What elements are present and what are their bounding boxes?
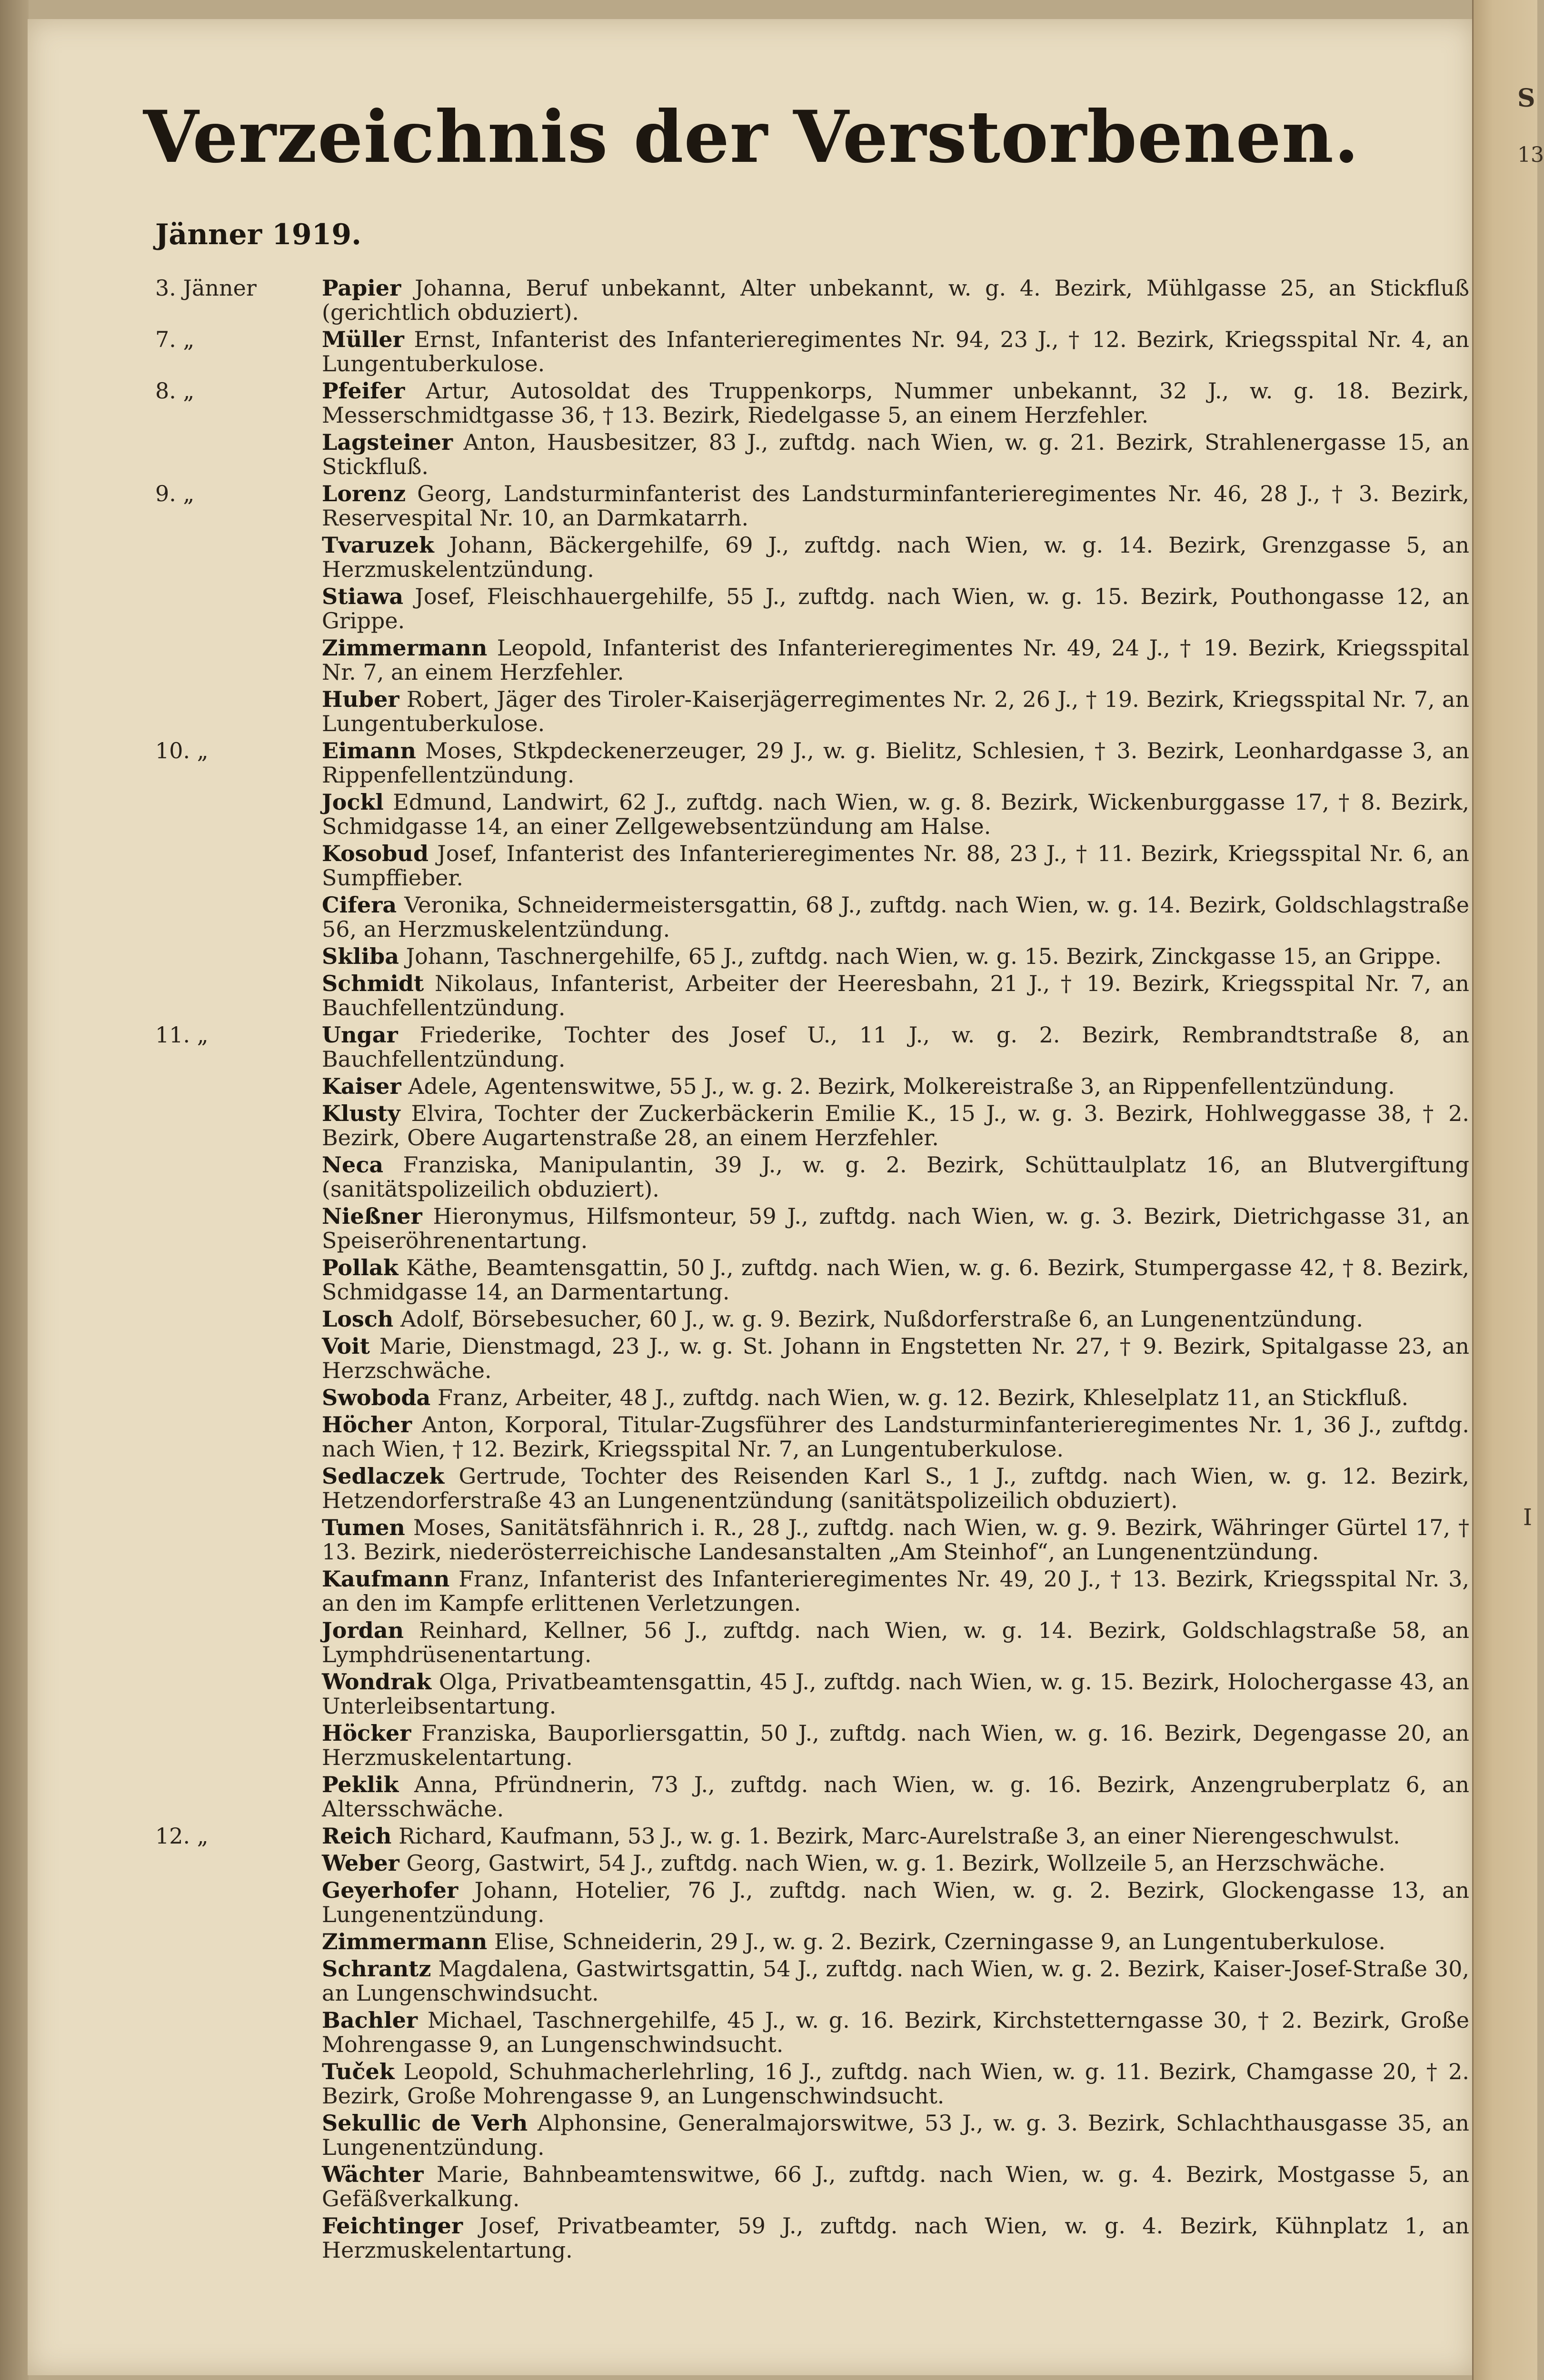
deceased-surname: Wächter — [322, 2162, 424, 2187]
register-entry — [155, 1413, 1469, 1461]
entry-details: Johann, Bäckergehilfe, 69 J., zuftdg. nach Wien, w. g. 14. Bezirk, Grenzgasse 5, an Herzmuskelentzündung. — [322, 532, 1470, 582]
entry-text — [322, 430, 1469, 479]
entry-text — [322, 1074, 1469, 1099]
entry-details: Elise, Schneiderin, 29 J., w. g. 2. Bezirk, Czerningasse 9, an Lungentuberkulose. — [494, 1929, 1385, 1954]
register-entry — [155, 1204, 1469, 1253]
entry-details: Artur, Autosoldat des Truppenkorps, Nummer unbekannt, 32 J., w. g. 18. Bezirk, Messerschmidtgasse 36, † 13. Bezirk, Riedelgasse 5, an einem Herzfehler. — [322, 378, 1469, 428]
deceased-surname: Höcher — [322, 1412, 412, 1438]
deceased-surname: Schmidt — [322, 971, 424, 996]
register-entry — [155, 533, 1469, 582]
entry-text — [322, 379, 1469, 427]
entry-text — [322, 276, 1469, 325]
register-entry — [155, 482, 1469, 530]
register-entry — [155, 379, 1469, 427]
deceased-surname: Wondrak — [322, 1669, 432, 1695]
deceased-surname: Tumen — [322, 1515, 405, 1540]
deceased-surname: Feichtinger — [322, 2213, 463, 2239]
deceased-surname: Peklik — [322, 1772, 399, 1797]
entry-text — [322, 1618, 1469, 1667]
entry-details: Anna, Pfründnerin, 73 J., zuftdg. nach Wien, w. g. 16. Bezirk, Anzengruberplatz 6, an Altersschwäche. — [322, 1772, 1470, 1822]
deceased-surname: Höcker — [322, 1720, 411, 1746]
entry-text — [322, 1386, 1469, 1410]
deceased-surname: Huber — [322, 686, 399, 712]
register-entry — [155, 2162, 1469, 2211]
deceased-surname: Losch — [322, 1306, 394, 1332]
entry-text — [322, 2008, 1469, 2057]
deceased-surname: Reich — [322, 1823, 392, 1849]
entry-details: Richard, Kaufmann, 53 J., w. g. 1. Bezirk, Marc-Aurelstraße 3, an einer Nierengeschwulst. — [398, 1823, 1400, 1849]
entry-text — [322, 739, 1469, 787]
register-entry — [155, 2111, 1469, 2160]
register-entry — [155, 687, 1469, 736]
entry-details: Marie, Bahnbeamtenswitwe, 66 J., zuftdg. nach Wien, w. g. 4. Bezirk, Mostgasse 5, an Gefäßverkalkung. — [322, 2162, 1470, 2211]
register-entry — [155, 585, 1469, 633]
entry-details: Robert, Jäger des Tiroler-Kaiserjägerregimentes Nr. 2, 26 J., † 19. Bezirk, Kriegsspital Nr. 7, an Lungentuberkulose. — [322, 686, 1469, 736]
entry-details: Magdalena, Gastwirtsgattin, 54 J., zuftdg. nach Wien, w. g. 2. Bezirk, Kaiser-Josef-Straße 30, an Lungenschwindsucht. — [322, 1956, 1470, 2006]
deceased-surname: Zimmermann — [322, 635, 488, 661]
entry-details: Ernst, Infanterist des Infanterieregimentes Nr. 94, 23 J., † 12. Bezirk, Kriegsspital Nr. 4, an Lungentuberkulose. — [322, 327, 1470, 377]
register-entry — [155, 739, 1469, 787]
entry-details: Franz, Arbeiter, 48 J., zuftdg. nach Wien, w. g. 12. Bezirk, Khleselplatz 11, an Stickfluß. — [437, 1385, 1409, 1410]
entry-details: Georg, Gastwirt, 54 J., zuftdg. nach Wien, w. g. 1. Bezirk, Wollzeile 5, an Herzschwäche. — [406, 1850, 1385, 1876]
entry-details: Moses, Sanitätsfähnrich i. R., 28 J., zuftdg. nach Wien, w. g. 9. Bezirk, Währinger Gürtel 17, † 13. Bezirk, niederösterreichische Landesanstalten „Am Steinhof“, an Lungenentzündung. — [322, 1515, 1469, 1565]
entry-text — [322, 2060, 1469, 2108]
deceased-surname: Müller — [322, 327, 404, 352]
entry-date: 7. „ — [155, 327, 195, 352]
register-entry — [155, 1074, 1469, 1099]
entry-details: Adolf, Börsebesucher, 60 J., w. g. 9. Bezirk, Nußdorferstraße 6, an Lungenentzündung. — [400, 1306, 1363, 1332]
deceased-surname: Tuček — [322, 2059, 395, 2084]
register-entry — [155, 1101, 1469, 1150]
register-entry — [155, 1824, 1469, 1848]
entry-details: Marie, Dienstmagd, 23 J., w. g. St. Johann in Engstetten Nr. 27, † 9. Bezirk, Spitalgasse 23, an Herzschwäche. — [322, 1333, 1469, 1383]
register-entry — [155, 1334, 1469, 1383]
entry-text — [322, 1153, 1469, 1201]
document-page — [28, 19, 1475, 2375]
entry-details: Josef, Fleischhauergehilfe, 55 J., zuftdg. nach Wien, w. g. 15. Bezirk, Pouthongasse 12, an Grippe. — [322, 584, 1470, 634]
month-heading: Jänner 1919. — [155, 218, 362, 251]
entry-text — [322, 1670, 1469, 1718]
deceased-surname: Lorenz — [322, 481, 406, 506]
register-entry — [155, 636, 1469, 684]
entry-text — [322, 1334, 1469, 1383]
deceased-surname: Eimann — [322, 738, 416, 764]
entry-details: Franziska, Bauporliersgattin, 50 J., zuftdg. nach Wien, w. g. 16. Bezirk, Degengasse 20, an Herzmuskelentartung. — [322, 1720, 1470, 1770]
book-spine — [0, 0, 29, 2380]
entry-text — [322, 1851, 1469, 1875]
register-entry — [155, 327, 1469, 376]
deceased-surname: Weber — [322, 1850, 399, 1876]
entry-text — [322, 1824, 1469, 1848]
entry-text — [322, 2111, 1469, 2160]
register-entry — [155, 1618, 1469, 1667]
entry-text — [322, 972, 1469, 1020]
entry-details: Georg, Landsturminfanterist des Landsturminfanterieregimentes Nr. 46, 28 J., † 3. Bezirk, Reservespital Nr. 10, an Darmkatarrh. — [322, 481, 1469, 531]
register-entry — [155, 1307, 1469, 1331]
register-entry — [155, 972, 1469, 1020]
deceased-surname: Tvaruzek — [322, 532, 434, 558]
entry-text — [322, 585, 1469, 633]
entry-text — [322, 533, 1469, 582]
entry-details: Leopold, Infanterist des Infanterieregimentes Nr. 49, 24 J., † 19. Bezirk, Kriegsspital Nr. 7, an einem Herzfehler. — [322, 635, 1469, 685]
deceased-surname: Swoboda — [322, 1385, 431, 1410]
entry-details: Käthe, Beamtensgattin, 50 J., zuftdg. nach Wien, w. g. 6. Bezirk, Stumpergasse 42, † 8. Bezirk, Schmidgasse 14, an Darmentartung. — [322, 1255, 1469, 1305]
register-entry — [155, 1386, 1469, 1410]
entry-date: 11. „ — [155, 1022, 209, 1048]
entry-text — [322, 1930, 1469, 1954]
entry-details: Olga, Privatbeamtensgattin, 45 J., zuftdg. nach Wien, w. g. 15. Bezirk, Holochergasse 43, an Unterleibsentartung. — [322, 1669, 1470, 1719]
register-entry — [155, 1023, 1469, 1071]
entry-text — [322, 1567, 1469, 1616]
entry-details: Adele, Agentenswitwe, 55 J., w. g. 2. Bezirk, Molkereistraße 3, an Rippenfellentzündung. — [408, 1073, 1395, 1099]
entry-text — [322, 842, 1469, 890]
entry-details: Leopold, Schuhmacherlehrling, 16 J., zuftdg. nach Wien, w. g. 11. Bezirk, Chamgasse 20, † 2. Bezirk, Große Mohrengasse 9, an Lungenschwindsucht. — [322, 2059, 1470, 2109]
entry-details: Veronika, Schneidermeistersgattin, 68 J., zuftdg. nach Wien, w. g. 14. Bezirk, Goldschlagstraße 56, an Herzmuskelentzündung. — [322, 892, 1470, 942]
entry-text — [322, 1204, 1469, 1253]
deceased-surname: Pollak — [322, 1255, 398, 1280]
register-entry — [155, 1930, 1469, 1954]
register-entry — [155, 1567, 1469, 1616]
deceased-surname: Schrantz — [322, 1956, 431, 1982]
adjacent-page-fragment: I — [1523, 1504, 1532, 1531]
entry-text — [322, 2162, 1469, 2211]
entry-text — [322, 327, 1469, 376]
register-entry — [155, 1670, 1469, 1718]
entry-text — [322, 636, 1469, 684]
deceased-surname: Klusty — [322, 1101, 400, 1126]
entry-details: Johann, Hotelier, 76 J., zuftdg. nach Wien, w. g. 2. Bezirk, Glockengasse 13, an Lungenentzündung. — [322, 1877, 1469, 1927]
entry-text — [322, 2214, 1469, 2262]
deceased-surname: Ungar — [322, 1022, 398, 1048]
entry-text — [322, 790, 1469, 839]
register-entry — [155, 2060, 1469, 2108]
register-entry — [155, 1957, 1469, 2005]
deceased-surname: Papier — [322, 275, 401, 301]
register-entry — [155, 430, 1469, 479]
register-entry — [155, 1256, 1469, 1304]
register-entry — [155, 790, 1469, 839]
register-entry — [155, 842, 1469, 890]
register-entry — [155, 1153, 1469, 1201]
death-register-list — [155, 276, 1469, 2265]
entry-text — [322, 1516, 1469, 1564]
register-entry — [155, 944, 1469, 969]
register-entry — [155, 2008, 1469, 2057]
deceased-surname: Jordan — [322, 1617, 404, 1643]
entry-text — [322, 1307, 1469, 1331]
entry-text — [322, 1101, 1469, 1150]
deceased-surname: Geyerhofer — [322, 1877, 458, 1903]
entry-text — [322, 1721, 1469, 1770]
register-entry — [155, 893, 1469, 942]
entry-text — [322, 1413, 1469, 1461]
entry-date: 10. „ — [155, 738, 209, 764]
entry-text — [322, 482, 1469, 530]
entry-details: Johann, Taschnergehilfe, 65 J., zuftdg. nach Wien, w. g. 15. Bezirk, Zinckgasse 15, an Grippe. — [406, 943, 1442, 969]
adjacent-page-edge — [1472, 0, 1544, 2380]
entry-text — [322, 944, 1469, 969]
entry-details: Franz, Infanterist des Infanterieregimentes Nr. 49, 20 J., † 13. Bezirk, Kriegsspital Nr. 3, an den im Kampfe erlittenen Verletzungen. — [322, 1566, 1469, 1616]
entry-details: Hieronymus, Hilfsmonteur, 59 J., zuftdg. nach Wien, w. g. 3. Bezirk, Dietrichgasse 31, an Speiseröhrenentartung. — [322, 1203, 1469, 1253]
deceased-surname: Zimmermann — [322, 1929, 488, 1954]
entry-details: Johanna, Beruf unbekannt, Alter unbekannt, w. g. 4. Bezirk, Mühlgasse 25, an Stickfluß (gerichtlich obduziert). — [322, 275, 1469, 325]
entry-text — [322, 1256, 1469, 1304]
entry-date: 12. „ — [155, 1823, 209, 1849]
entry-details: Michael, Taschnergehilfe, 45 J., w. g. 16. Bezirk, Kirchstetterngasse 30, † 2. Bezirk, Große Mohrengasse 9, an Lungenschwindsucht. — [322, 2007, 1469, 2057]
deceased-surname: Kaufmann — [322, 1566, 450, 1592]
entry-details: Elvira, Tochter der Zuckerbäckerin Emilie K., 15 J., w. g. 3. Bezirk, Hohlweggasse 38, † 2. Bezirk, Obere Augartenstraße 28, an einem Herzfehler. — [322, 1101, 1469, 1150]
entry-details: Edmund, Landwirt, 62 J., zuftdg. nach Wien, w. g. 8. Bezirk, Wickenburggasse 17, † 8. Bezirk, Schmidgasse 14, an einer Zellgewebsentzündung am Halse. — [322, 789, 1469, 839]
entry-date: 9. „ — [155, 481, 195, 506]
entry-details: Josef, Privatbeamter, 59 J., zuftdg. nach Wien, w. g. 4. Bezirk, Kühnplatz 1, an Herzmuskelentartung. — [322, 2213, 1469, 2263]
entry-details: Nikolaus, Infanterist, Arbeiter der Heeresbahn, 21 J., † 19. Bezirk, Kriegsspital Nr. 7, an Bauchfellentzündung. — [322, 971, 1469, 1021]
register-entry — [155, 1773, 1469, 1821]
entry-details: Moses, Stkpdeckenerzeuger, 29 J., w. g. Bielitz, Schlesien, † 3. Bezirk, Leonhardgasse 3, an Rippenfellentzündung. — [322, 738, 1469, 788]
entry-details: Friederike, Tochter des Josef U., 11 J., w. g. 2. Bezirk, Rembrandtstraße 8, an Bauchfellentzündung. — [322, 1022, 1470, 1072]
page-title: Verzeichnis der Verstorbenen. — [143, 95, 1360, 179]
deceased-surname: Bachler — [322, 2007, 418, 2033]
entry-details: Reinhard, Kellner, 56 J., zuftdg. nach Wien, w. g. 14. Bezirk, Goldschlagstraße 58, an Lymphdrüsenentartung. — [322, 1617, 1469, 1667]
adjacent-page-fragment: S — [1517, 84, 1535, 113]
register-entry — [155, 1851, 1469, 1875]
entry-text — [322, 1878, 1469, 1927]
deceased-surname: Stiawa — [322, 584, 404, 609]
deceased-surname: Skliba — [322, 943, 399, 969]
deceased-surname: Sedlaczek — [322, 1463, 445, 1489]
entry-date: 8. „ — [155, 378, 195, 404]
entry-details: Anton, Korporal, Titular-Zugsführer des Landsturminfanterieregimentes Nr. 1, 36 J., zuftdg. nach Wien, † 12. Bezirk, Kriegsspital Nr. 7, an Lungentuberkulose. — [322, 1412, 1469, 1462]
register-entry — [155, 1878, 1469, 1927]
register-entry — [155, 276, 1469, 325]
entry-details: Alphonsine, Generalmajorswitwe, 53 J., w. g. 3. Bezirk, Schlachthausgasse 35, an Lungenentzündung. — [322, 2110, 1470, 2160]
deceased-surname: Voit — [322, 1333, 370, 1359]
entry-text — [322, 1023, 1469, 1071]
deceased-surname: Sekullic de Verh — [322, 2110, 528, 2136]
register-entry — [155, 1721, 1469, 1770]
entry-details: Gertrude, Tochter des Reisenden Karl S., 1 J., zuftdg. nach Wien, w. g. 12. Bezirk, Hetzendorferstraße 43 an Lungenentzündung (sanitätspolizeilich obduziert). — [322, 1463, 1470, 1513]
entry-text — [322, 1773, 1469, 1821]
entry-date: 3. Jänner — [155, 275, 257, 301]
entry-text — [322, 1957, 1469, 2005]
adjacent-page-fragment: 13 — [1517, 143, 1544, 167]
deceased-surname: Cifera — [322, 892, 397, 918]
deceased-surname: Kosobud — [322, 841, 429, 866]
deceased-surname: Nießner — [322, 1203, 422, 1229]
entry-text — [322, 893, 1469, 942]
entry-text — [322, 687, 1469, 736]
entry-text — [322, 1464, 1469, 1513]
register-entry — [155, 1516, 1469, 1564]
entry-details: Franziska, Manipulantin, 39 J., w. g. 2. Bezirk, Schüttaulplatz 16, an Blutvergiftung (sanitätspolizeilich obduziert). — [322, 1152, 1470, 1202]
entry-details: Josef, Infanterist des Infanterieregimentes Nr. 88, 23 J., † 11. Bezirk, Kriegsspital Nr. 6, an Sumpffieber. — [322, 841, 1470, 891]
deceased-surname: Pfeifer — [322, 378, 405, 404]
register-entry — [155, 1464, 1469, 1513]
entry-details: Anton, Hausbesitzer, 83 J., zuftdg. nach Wien, w. g. 21. Bezirk, Strahlenergasse 15, an Stickfluß. — [322, 429, 1469, 479]
deceased-surname: Neca — [322, 1152, 384, 1178]
deceased-surname: Kaiser — [322, 1073, 401, 1099]
deceased-surname: Lagsteiner — [322, 429, 453, 455]
deceased-surname: Jockl — [322, 789, 384, 815]
register-entry — [155, 2214, 1469, 2262]
